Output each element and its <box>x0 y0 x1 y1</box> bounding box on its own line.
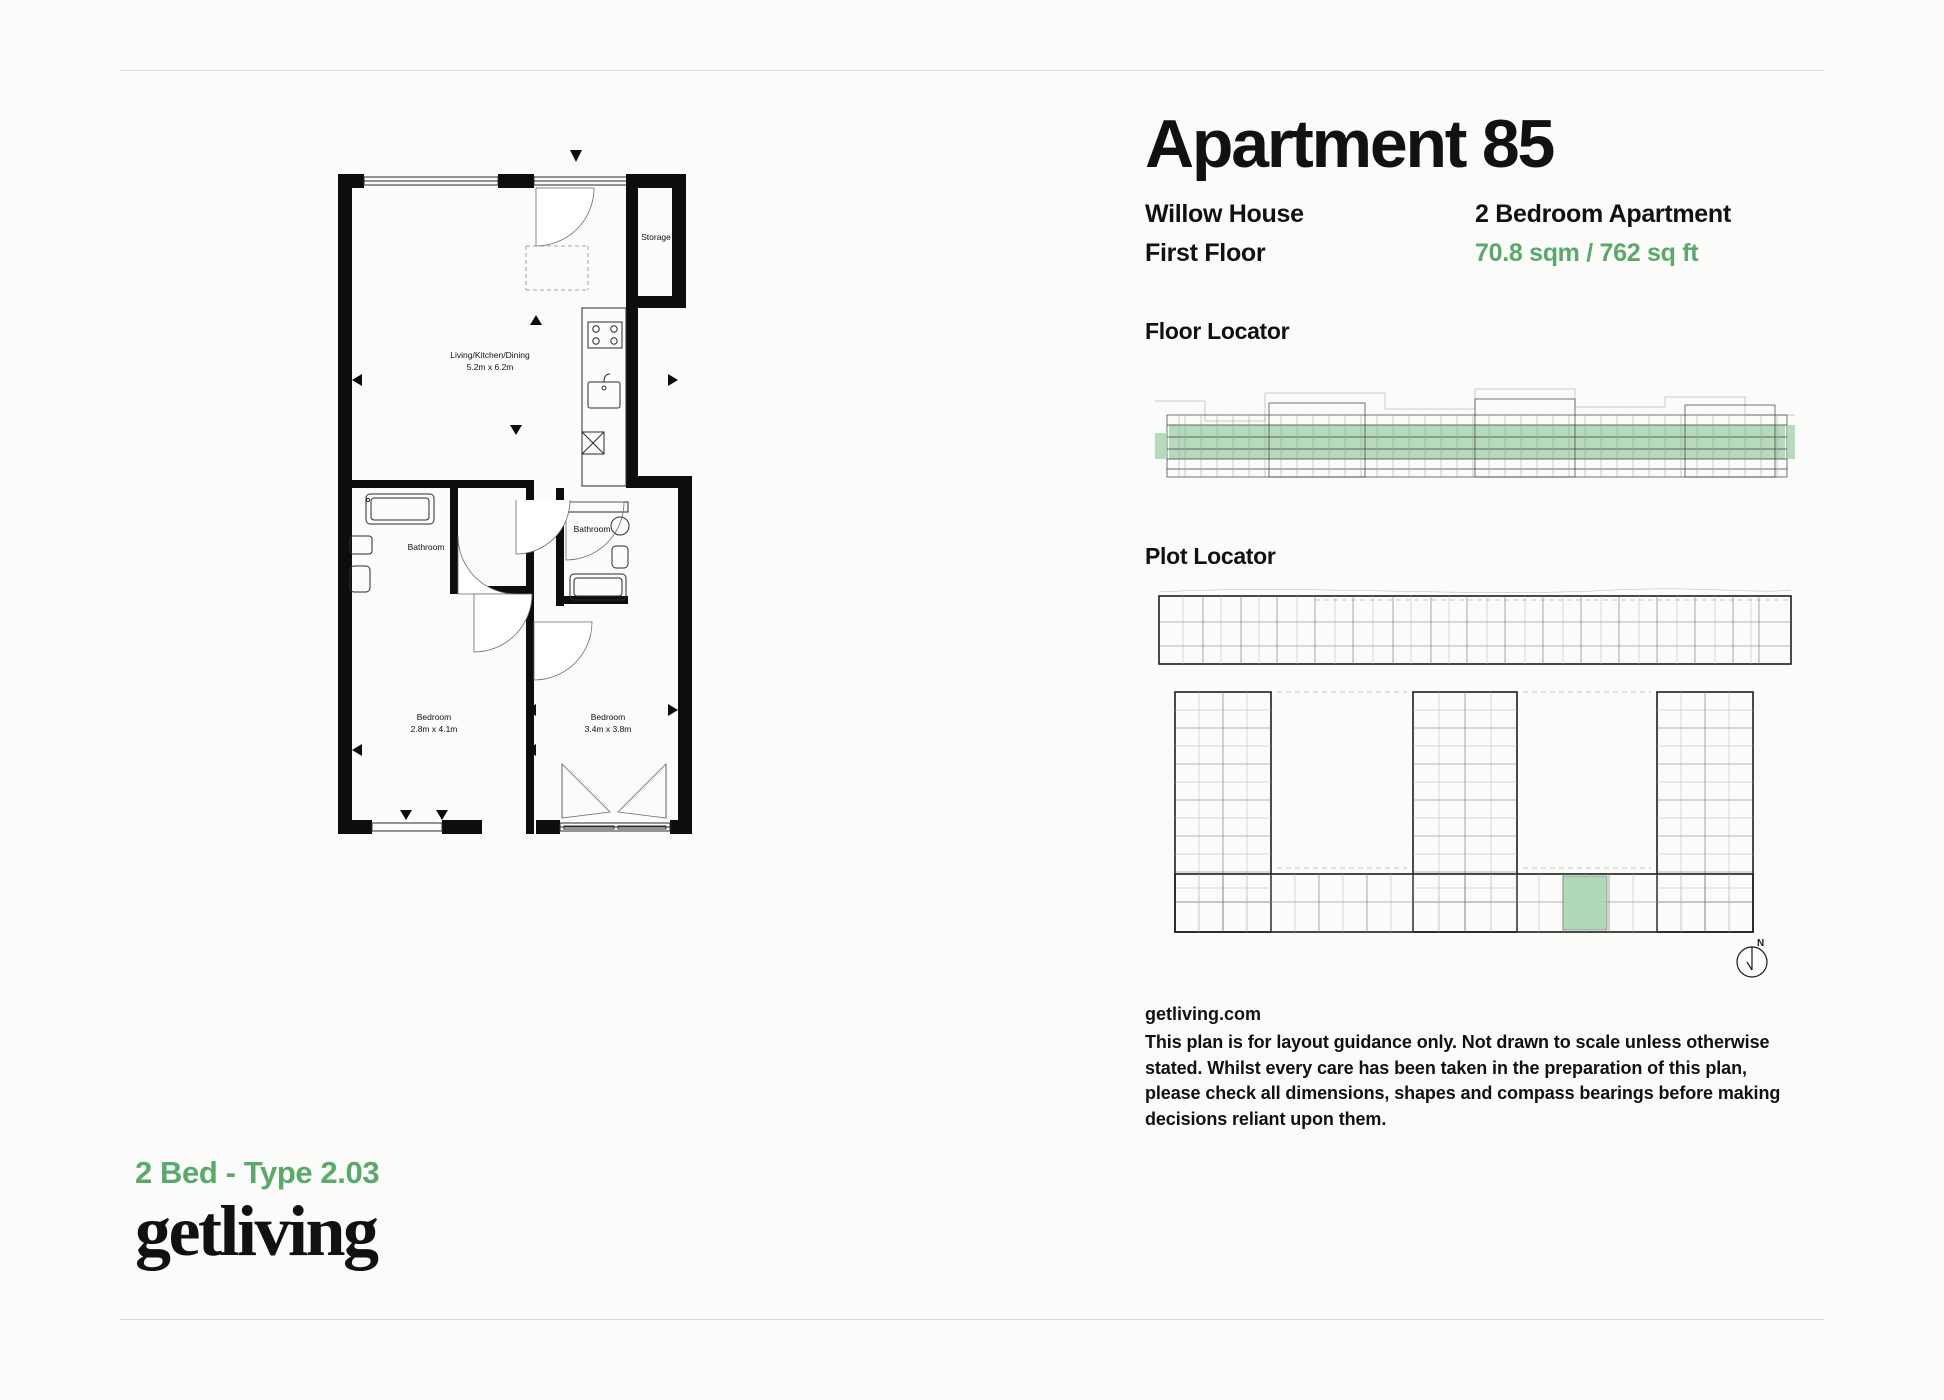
plan-label-living-dims: 5.2m x 6.2m <box>466 362 514 372</box>
bottom-divider <box>120 1319 1824 1320</box>
plan-label-bedroom-2: Bedroom <box>590 712 626 722</box>
highlight-band <box>1169 425 1785 459</box>
info-panel <box>1145 106 1835 1132</box>
top-divider <box>120 70 1824 71</box>
plot-locator-plan <box>1145 588 1805 978</box>
page-title: Apartment 85 <box>1145 106 1554 182</box>
brand-block <box>135 1154 755 1271</box>
building-name: Willow House <box>1145 200 1304 228</box>
floor-name: First Floor <box>1145 239 1266 267</box>
website-label: getliving.com <box>1145 1004 1262 1024</box>
getliving-logo: getliving <box>135 1190 377 1271</box>
floor-locator-elevation <box>1145 363 1805 493</box>
compass-north-letter: N <box>1757 938 1765 949</box>
plot-locator-heading: Plot Locator <box>1145 543 1276 569</box>
compass-rose <box>1729 936 1775 982</box>
disclaimer-text: This plan is for layout guidance only. Not drawn to scale unless otherwise stated. Whilst every care has been taken in the preparation of this plan, please check all dimensions, shapes and compass bearings before making decisions reliant upon them. <box>1145 1032 1781 1129</box>
plot-highlight-apartment <box>1563 876 1607 930</box>
apartment-type: 2 Bedroom Apartment <box>1475 200 1731 228</box>
plan-label-bathroom-2: Bathroom <box>573 524 611 534</box>
plan-label-bedroom-1: Bedroom <box>416 712 452 722</box>
plan-label-storage: Storage <box>641 232 671 242</box>
plan-label-bedroom-2-dims: 3.4m x 3.8m <box>584 724 632 734</box>
legal-block <box>1145 1004 1805 1132</box>
floor-plan-drawing <box>330 150 850 870</box>
plan-label-bathroom-1: Bathroom <box>407 542 445 552</box>
unit-type-label: 2 Bed - Type 2.03 <box>135 1154 380 1190</box>
floor-locator-heading: Floor Locator <box>1145 318 1290 344</box>
apartment-meta <box>1145 200 1835 268</box>
plan-label-living: Living/Kitchen/Dining <box>450 350 530 360</box>
plan-label-bedroom-1-dims: 2.8m x 4.1m <box>410 724 458 734</box>
plan-north-arrow <box>570 150 582 162</box>
apartment-area: 70.8 sqm / 762 sq ft <box>1475 239 1699 267</box>
